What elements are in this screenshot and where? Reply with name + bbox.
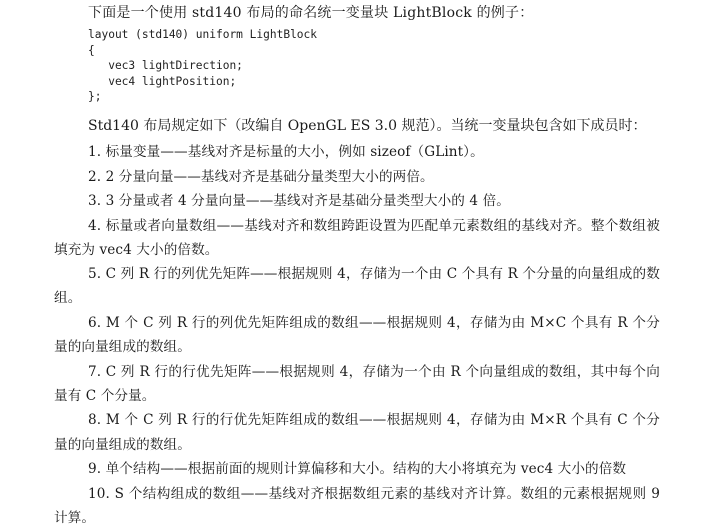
code-line: vec4 lightPosition; — [88, 74, 237, 88]
layout-rules-list — [54, 140, 660, 530]
rule-item: 10. S 个结构组成的数组——基线对齐根据数组元素的基线对齐计算。数组的元素根据规则 9 计算。 — [54, 485, 660, 526]
rule-item: 8. M 个 C 列 R 行的行优先矩阵组成的数组——根据规则 4，存储为由 M×R 个具有 C 个分量的向量组成的数组。 — [54, 412, 660, 453]
code-line: { — [88, 43, 95, 57]
code-line: layout (std140) uniform LightBlock — [88, 28, 318, 41]
code-line: }; — [88, 90, 102, 104]
rule-item: 3. 3 分量或者 4 分量向量——基线对齐是基础分量类型大小的 4 倍。 — [88, 193, 510, 209]
example-intro-paragraph: 下面是一个使用 std140 布局的命名统一变量块 LightBlock 的例子： — [88, 5, 534, 21]
rule-item: 5. C 列 R 行的列优先矩阵——根据规则 4，存储为一个由 C 个具有 R 个分量的向量组成的数组。 — [54, 266, 660, 307]
code-line: vec3 lightDirection; — [88, 59, 243, 73]
rule-item: 4. 标量或者向量数组——基线对齐和数组跨距设置为匹配单元素数组的基线对齐。整个数组被填充为 vec4 大小的倍数。 — [54, 217, 660, 258]
layout-rules-intro-paragraph: Std140 布局规定如下（改编自 OpenGL ES 3.0 规范）。当统一变量块包含如下成员时： — [88, 118, 647, 134]
rule-item: 1. 标量变量——基线对齐是标量的大小，例如 sizeof（GLint）。 — [88, 144, 484, 160]
rule-item: 7. C 列 R 行的行优先矩阵——根据规则 4，存储为一个由 R 个向量组成的数组，其中每个向量有 C 个分量。 — [54, 363, 660, 404]
code-block — [88, 27, 317, 105]
rule-item: 9. 单个结构——根据前面的规则计算偏移和大小。结构的大小将填充为 vec4 大小的倍数 — [88, 461, 627, 478]
rule-item: 6. M 个 C 列 R 行的列优先矩阵组成的数组——根据规则 4，存储为由 M×C 个具有 R 个分量的向量组成的数组。 — [54, 314, 660, 356]
rule-item: 2. 2 分量向量——基线对齐是基础分量类型大小的两倍。 — [88, 168, 434, 185]
